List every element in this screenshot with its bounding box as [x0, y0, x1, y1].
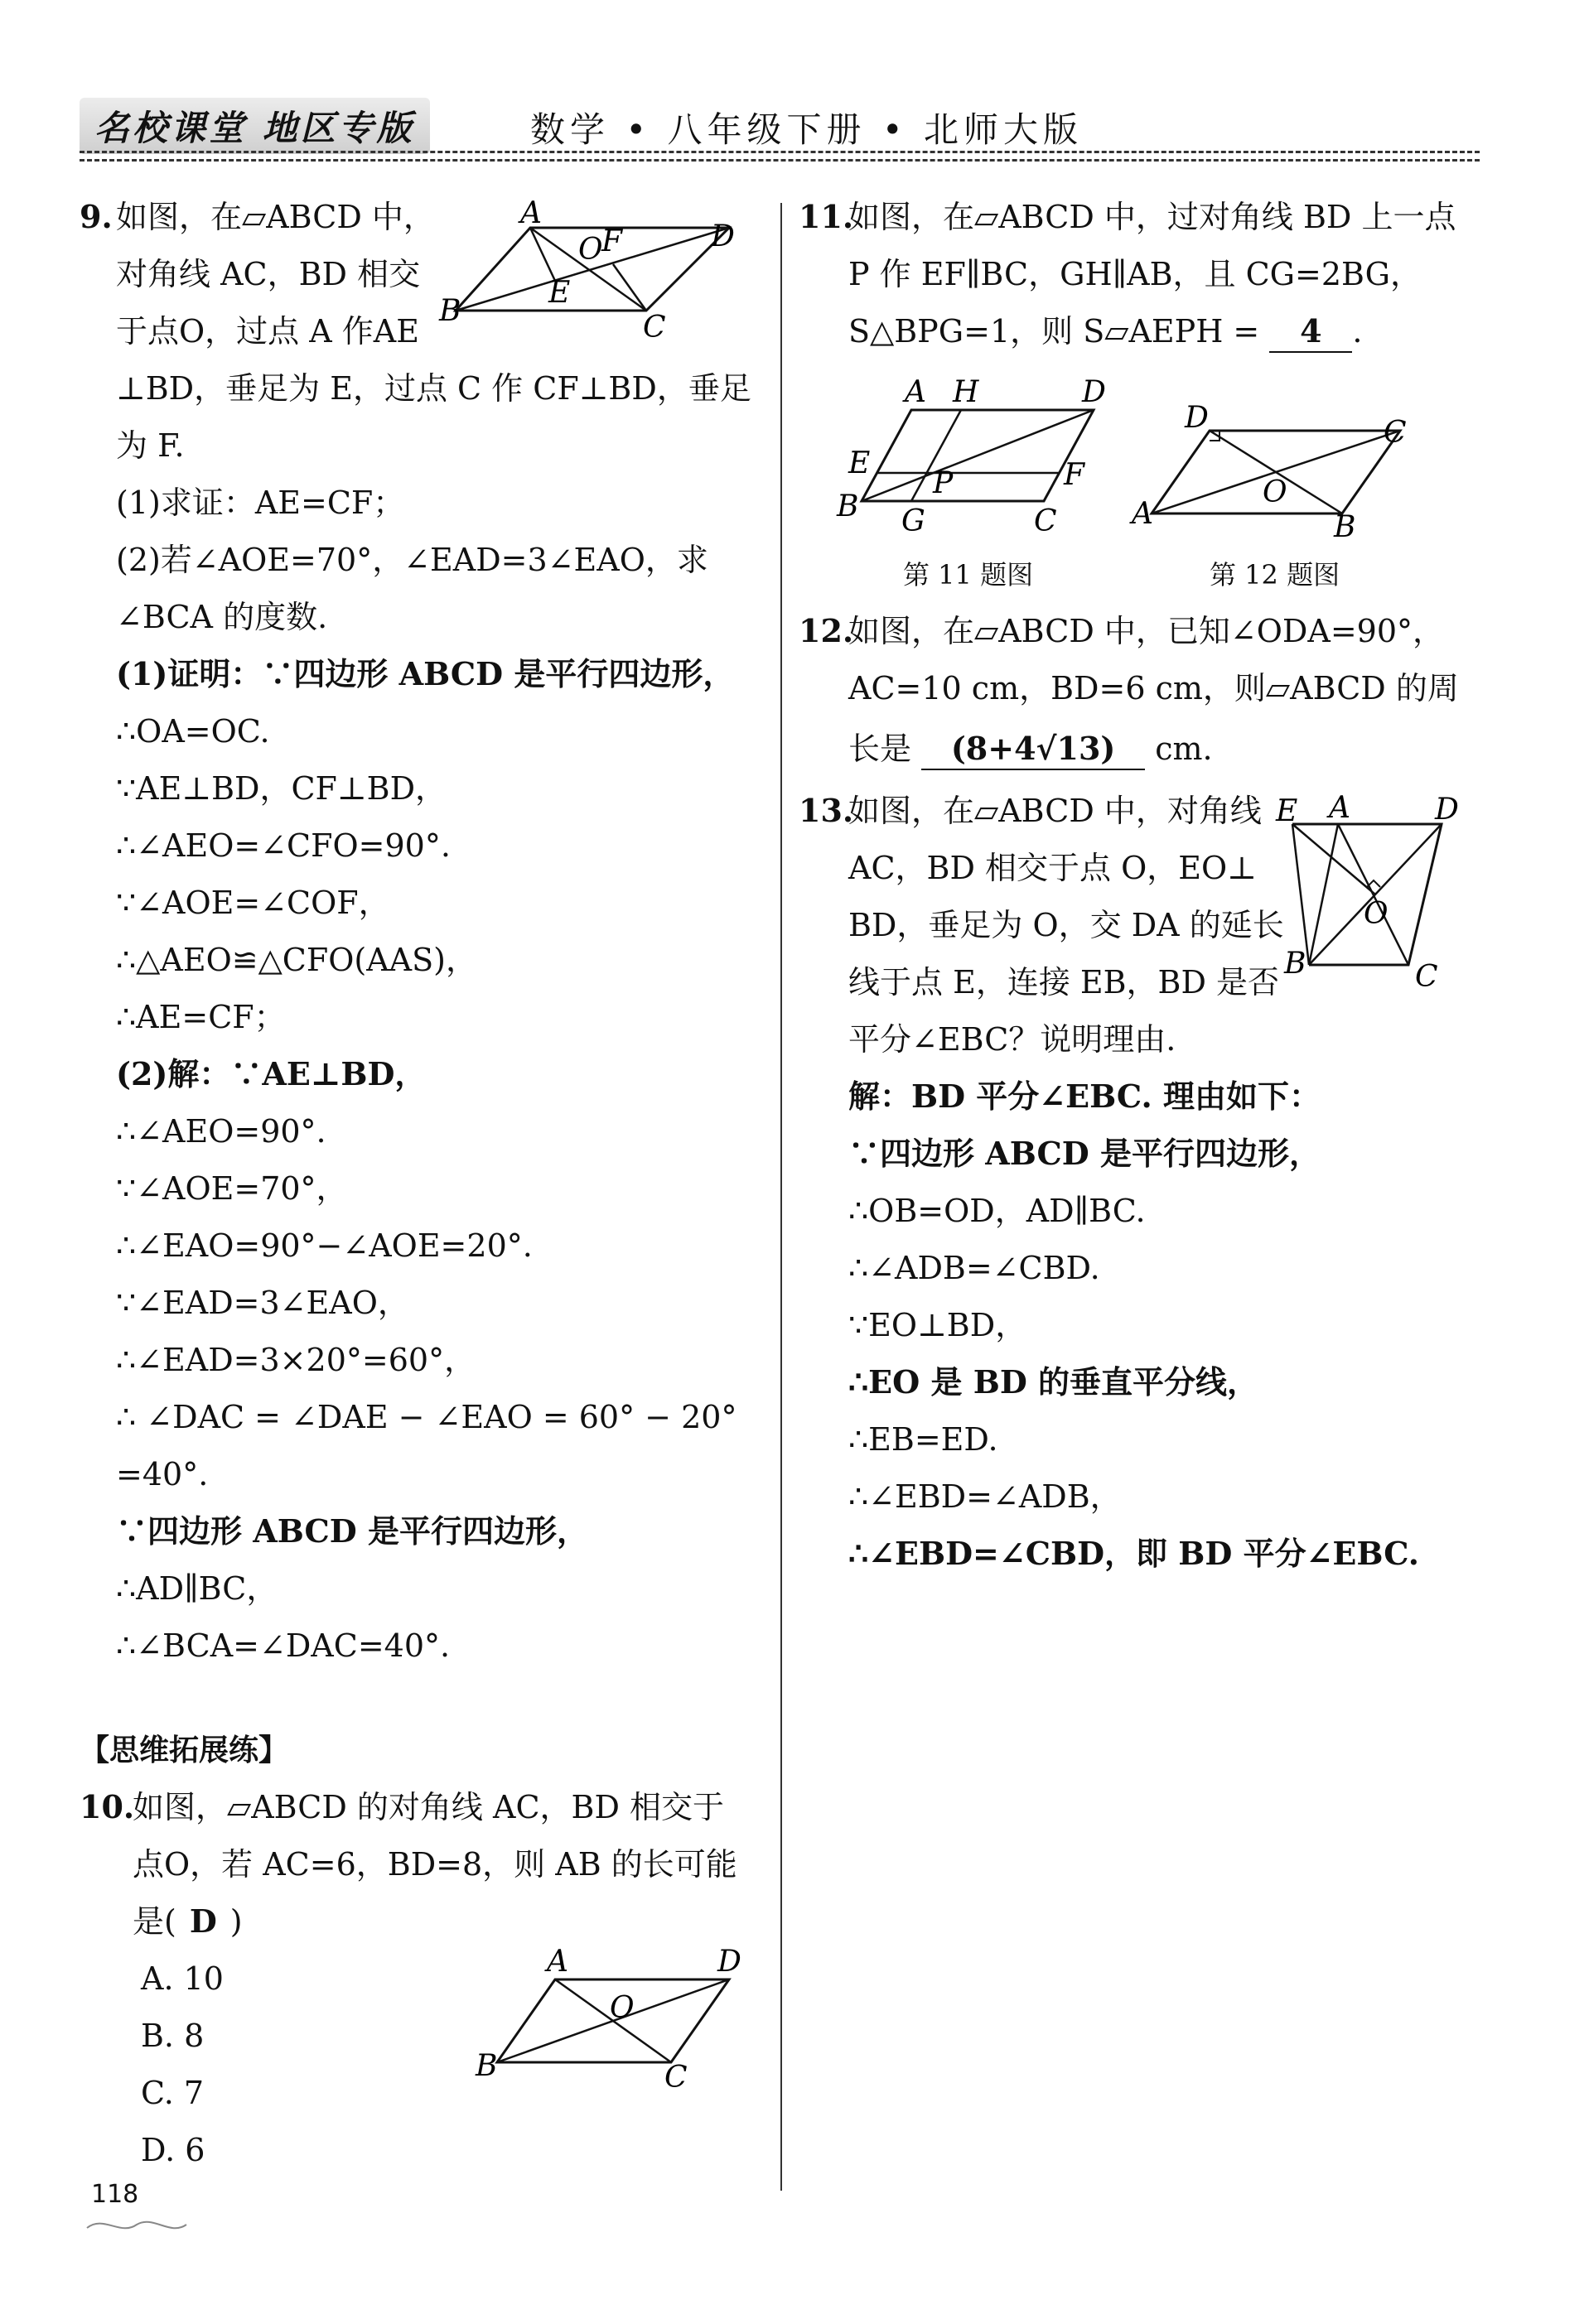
q9-number: 9.	[80, 198, 113, 235]
page-ornament	[83, 2213, 207, 2238]
q9-sol-17: ∴AD∥BC，	[116, 1570, 278, 1607]
q9-sol-15: =40°.	[116, 1456, 209, 1492]
q11-label-h: H	[953, 375, 979, 409]
q11-number: 11.	[799, 198, 854, 235]
q9-sol-8: (2)解：∵AE⊥BD，	[116, 1055, 427, 1092]
q10-close: )	[229, 1903, 243, 1940]
q12-label-o: O	[1263, 475, 1287, 509]
q13-label-c: C	[1415, 960, 1438, 994]
q13-line-4: 线于点 E，连接 EB，BD 是否	[848, 964, 1280, 1000]
q11-label-d: D	[1082, 375, 1106, 409]
q9-sol-18: ∴∠BCA=∠DAC=40°.	[116, 1627, 451, 1664]
q10-line-1: 如图，▱ABCD 的对角线 AC，BD 相交于	[133, 1789, 724, 1825]
q10-option-a: A. 10	[141, 1960, 224, 1997]
q13-label-b: B	[1284, 947, 1306, 981]
q9-sol-2: ∴OA=OC.	[116, 713, 270, 750]
series-title: 名校课堂 地区专版	[80, 98, 430, 154]
q12-caption: 第 12 题图	[1210, 559, 1340, 591]
subject-title: 数学 • 八年级下册 • 北师大版	[530, 109, 1083, 150]
q10-option-b: B. 8	[141, 2018, 205, 2054]
q12-label-c: C	[1384, 416, 1407, 450]
q13-sol-1: 解：BD 平分∠EBC. 理由如下：	[848, 1078, 1321, 1115]
q9-sol-5: ∵∠AOE=∠COF，	[116, 885, 390, 921]
q10-answer: D	[189, 1902, 217, 1940]
header-divider	[80, 151, 1480, 153]
q12-label-b: B	[1334, 510, 1356, 544]
q9-line-8: ∠BCA 的度数.	[116, 599, 328, 635]
page-number: 118	[91, 2180, 139, 2209]
q9-sol-4: ∴∠AEO=∠CFO=90°.	[116, 827, 451, 864]
q9-line-5: 为 F.	[116, 427, 185, 464]
q13-sol-7: ∴EB=ED.	[848, 1421, 998, 1458]
q13-label-e: E	[1276, 794, 1298, 828]
q9-label-b: B	[439, 294, 461, 328]
q13-sol-4: ∴∠ADB=∠CBD.	[848, 1250, 1100, 1286]
q10-line-2: 点O，若 AC=6，BD=8，则 AB 的长可能	[133, 1846, 737, 1883]
q12-number: 12.	[799, 612, 854, 649]
q11-answer: 4	[1269, 311, 1352, 353]
q10-label-d: D	[717, 1945, 741, 1979]
q13-sol-5: ∵EO⊥BD，	[848, 1307, 1027, 1343]
q13-sol-9: ∴∠EBD=∠CBD，即 BD 平分∠EBC.	[848, 1535, 1420, 1572]
q9-sol-13: ∴∠EAD=3×20°=60°，	[116, 1342, 476, 1378]
q13-figure	[1276, 791, 1466, 1006]
q9-label-a: A	[520, 196, 542, 230]
q9-sol-1: (1)证明：∵四边形 ABCD 是平行四边形，	[116, 655, 735, 692]
q13-line-2: AC，BD 相交于点 O，EO⊥	[848, 850, 1257, 886]
q9-sol-10: ∵∠AOE=70°，	[116, 1170, 348, 1207]
q9-line-2: 对角线 AC，BD 相交	[116, 256, 421, 292]
column-divider	[780, 203, 782, 2191]
q10-option-c: C. 7	[141, 2075, 205, 2111]
q9-line-3: 于点O，过点 A 作AE	[116, 313, 419, 350]
q9-line-7: (2)若∠AOE=70°，∠EAD=3∠EAO，求	[116, 542, 708, 578]
q9-label-c: C	[643, 311, 666, 345]
q11-label-f: F	[1064, 458, 1084, 492]
q13-line-1: 如图，在▱ABCD 中，对角线	[848, 793, 1262, 829]
q11-label-b: B	[837, 489, 859, 523]
q9-line-1: 如图，在▱ABCD 中，	[116, 199, 435, 235]
q11-line-3: S△BPG=1，则 S▱AEPH =	[848, 313, 1260, 350]
q9-line-4: ⊥BD，垂足为 E，过点 C 作 CF⊥BD，垂足	[116, 370, 751, 407]
q11-label-a: A	[905, 375, 926, 409]
q9-sol-7: ∴AE=CF；	[116, 999, 286, 1035]
q10-label-o: O	[610, 1991, 635, 2025]
q12-figure	[1132, 398, 1433, 547]
q13-label-o: O	[1364, 897, 1389, 931]
q9-label-f: F	[601, 224, 622, 258]
q12-unit: cm.	[1155, 730, 1213, 767]
q12-line-1: 如图，在▱ABCD 中，已知∠ODA=90°，	[848, 613, 1445, 649]
q11-label-e: E	[848, 446, 871, 480]
q12-label-d: D	[1185, 401, 1209, 435]
q10-label-c: C	[664, 2061, 688, 2095]
q10-label-b: B	[476, 2049, 498, 2083]
q13-line-3: BD，垂足为 O，交 DA 的延长	[848, 907, 1284, 943]
q9-line-6: (1)求证：AE=CF；	[116, 485, 405, 521]
q9-sol-16: ∵四边形 ABCD 是平行四边形，	[116, 1512, 588, 1550]
q11-label-g: G	[901, 504, 925, 538]
q9-sol-3: ∵AE⊥BD，CF⊥BD，	[116, 770, 447, 807]
q9-label-o: O	[578, 233, 603, 267]
q12-label-a: A	[1132, 497, 1153, 531]
q10-option-d: D. 6	[141, 2132, 205, 2168]
q10-number: 10.	[80, 1788, 135, 1825]
q12-line-2: AC=10 cm，BD=6 cm，则▱ABCD 的周	[848, 670, 1459, 706]
q9-label-e: E	[548, 276, 571, 310]
q12-answer: (8+4√13)	[921, 729, 1145, 770]
q9-figure	[439, 195, 746, 345]
q11-line-2: P 作 EF∥BC，GH∥AB，且 CG=2BG，	[848, 256, 1422, 292]
q10-figure	[476, 1938, 754, 2104]
q13-sol-6: ∴EO 是 BD 的垂直平分线，	[848, 1363, 1259, 1401]
q13-number: 13.	[799, 792, 854, 829]
q11-caption: 第 11 题图	[903, 559, 1034, 591]
q9-sol-11: ∴∠EAO=90°−∠AOE=20°.	[116, 1227, 533, 1264]
q10-line-3: 是(	[133, 1903, 176, 1940]
q13-sol-2: ∵四边形 ABCD 是平行四边形，	[848, 1135, 1321, 1172]
q10-label-a: A	[547, 1945, 568, 1979]
q13-label-a: A	[1329, 791, 1350, 825]
q9-sol-6: ∴△AEO≌△CFO(AAS)，	[116, 942, 477, 978]
q12-line-3: 长是	[848, 730, 912, 767]
q9-sol-14: ∴ ∠DAC = ∠DAE − ∠EAO = 60° − 20°	[116, 1399, 737, 1435]
q11-figure	[828, 377, 1127, 542]
q11-line-3-end: .	[1352, 313, 1363, 350]
q13-line-5: 平分∠EBC？说明理由.	[848, 1021, 1176, 1058]
q11-label-p: P	[933, 466, 954, 500]
header-divider-2	[80, 159, 1480, 162]
q11-label-c: C	[1034, 504, 1057, 538]
q13-sol-3: ∴OB=OD，AD∥BC.	[848, 1193, 1146, 1229]
q9-sol-9: ∴∠AEO=90°.	[116, 1113, 326, 1150]
q13-sol-8: ∴∠EBD=∠ADB，	[848, 1478, 1122, 1515]
q13-label-d: D	[1435, 793, 1459, 827]
q9-label-d: D	[711, 219, 735, 253]
q9-sol-12: ∵∠EAD=3∠EAO，	[116, 1285, 409, 1321]
section-heading: 【思维拓展练】	[80, 1733, 289, 1767]
q11-line-1: 如图，在▱ABCD 中，过对角线 BD 上一点	[848, 199, 1456, 235]
